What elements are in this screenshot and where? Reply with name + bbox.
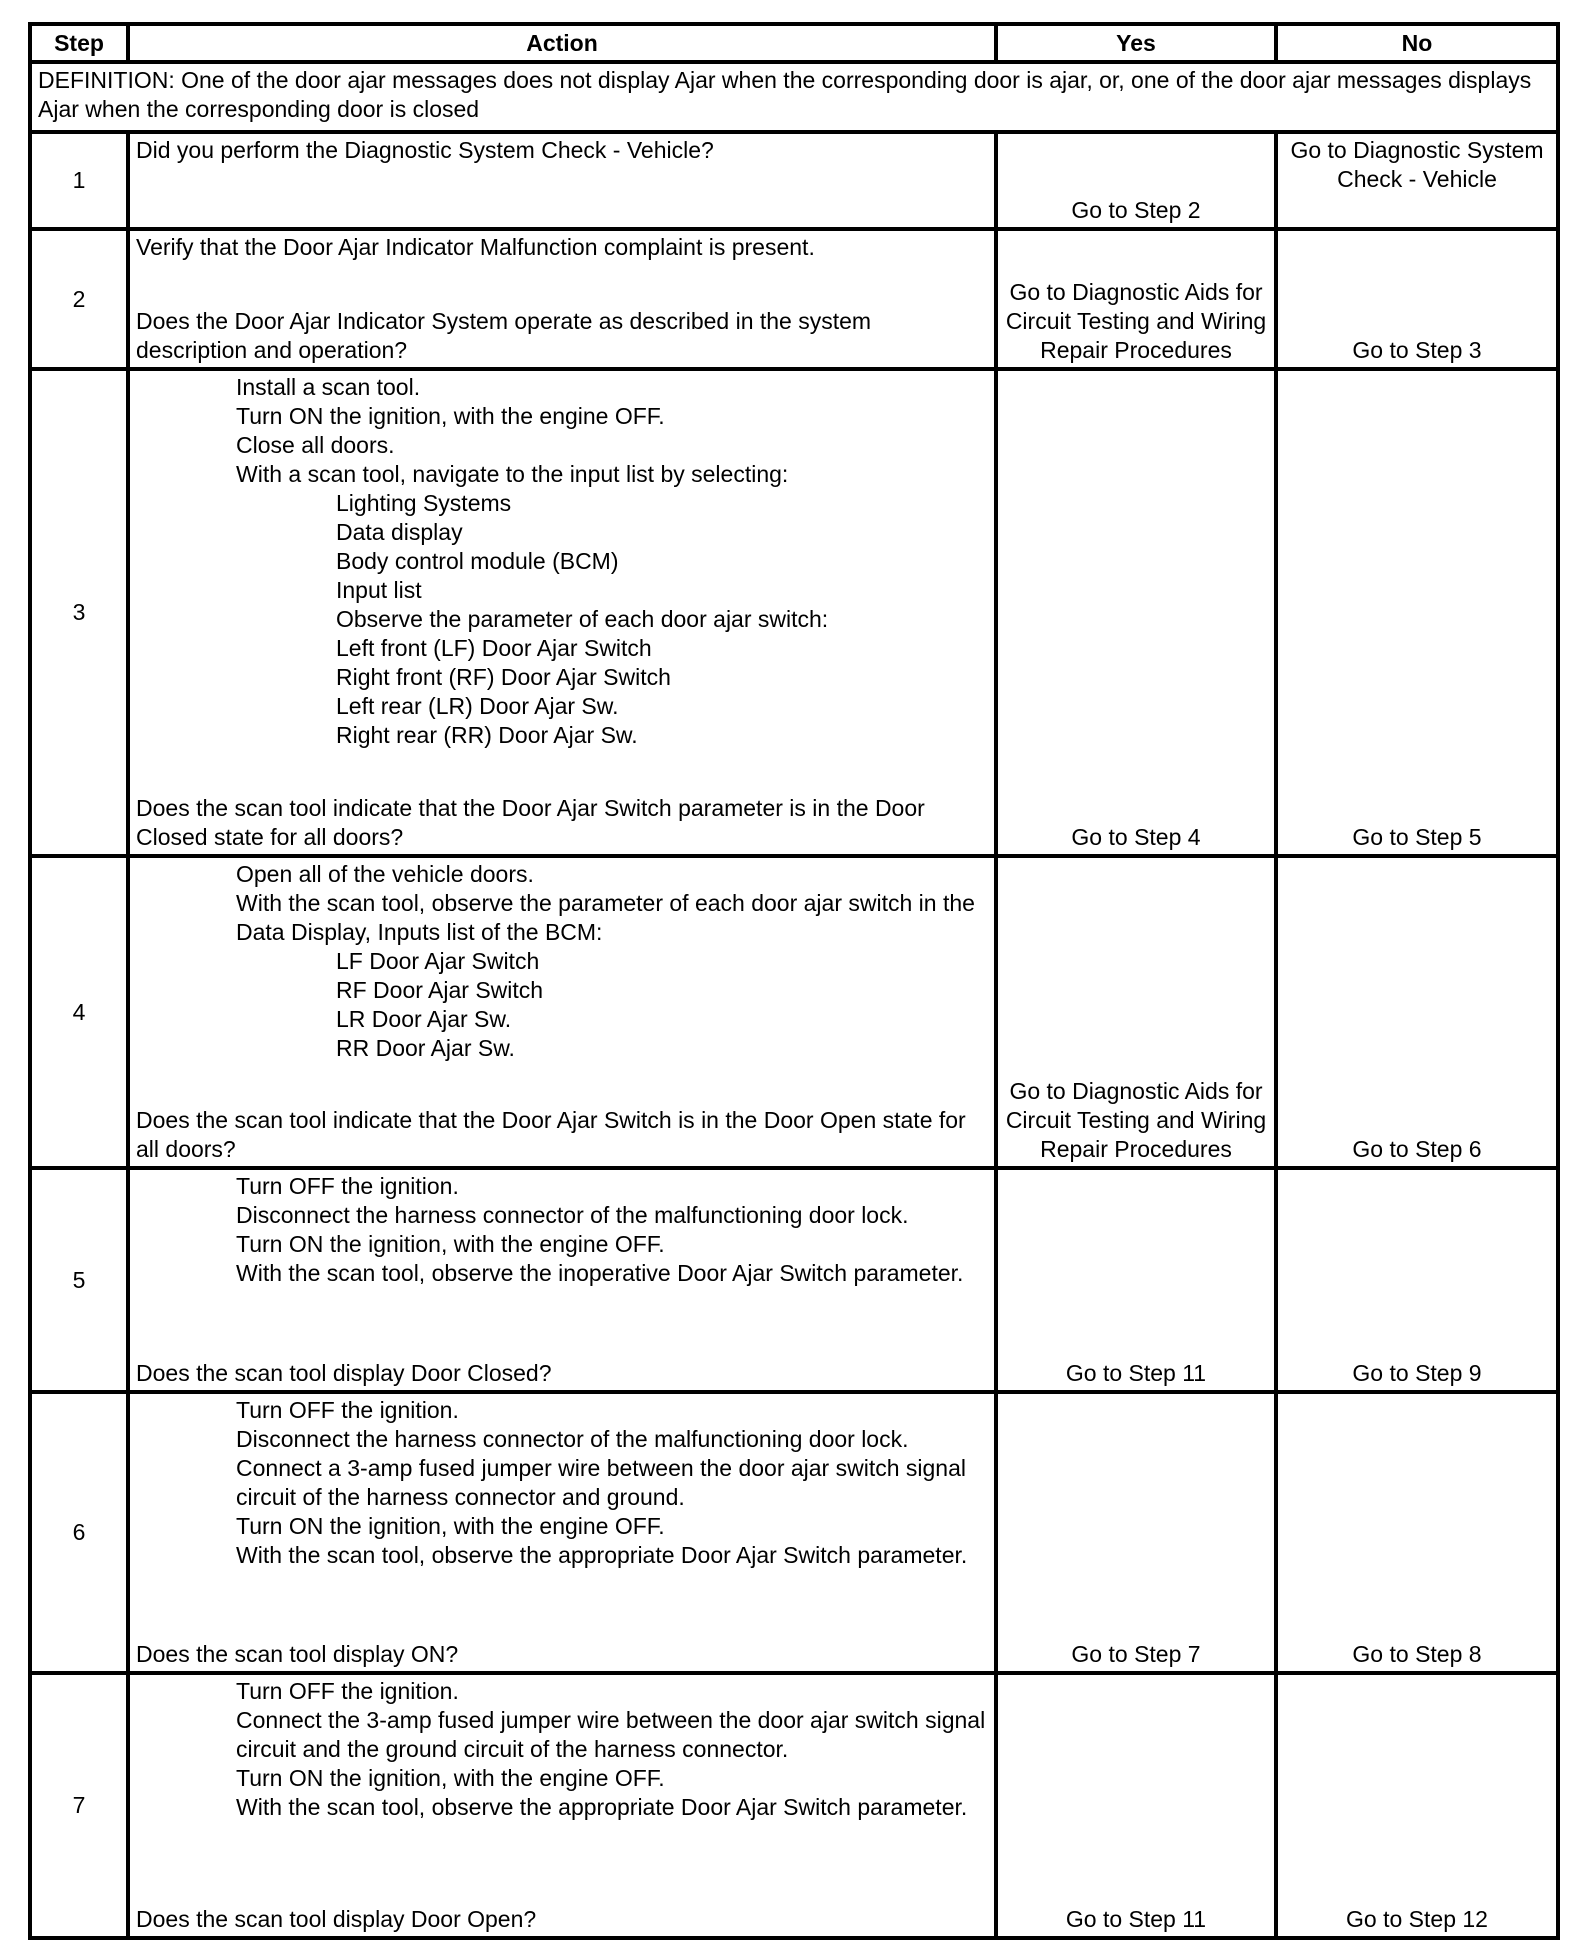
- instruction-subline: RF Door Ajar Switch: [336, 977, 544, 1003]
- yes-cell: Go to Step 7: [996, 1392, 1276, 1673]
- instruction-line: With a scan tool, navigate to the input list by selecting:: [236, 461, 789, 487]
- action-cell: [128, 1673, 996, 1938]
- yes-cell: Go to Step 4: [996, 369, 1276, 856]
- action-cell: [128, 1168, 996, 1392]
- question-text: Does the scan tool indicate that the Door Ajar Switch parameter is in the Door Closed state for all doors?: [136, 795, 925, 850]
- step-number: 7: [30, 1673, 128, 1938]
- table-row: [30, 1168, 1558, 1392]
- instruction-subline: Body control module (BCM): [336, 548, 619, 574]
- step-number: 3: [30, 369, 128, 856]
- question-text: Does the Door Ajar Indicator System operate as described in the system description and operation?: [136, 308, 872, 363]
- yes-cell: Go to Step 11: [996, 1673, 1276, 1938]
- action-cell: [128, 229, 996, 369]
- step-number: 4: [30, 856, 128, 1168]
- instruction-line: Connect a 3-amp fused jumper wire between the door ajar switch signal circuit of the harness connector and ground.: [236, 1455, 966, 1510]
- instruction-subline: LF Door Ajar Switch: [336, 948, 540, 974]
- instruction-subline: Right rear (RR) Door Ajar Sw.: [336, 722, 638, 748]
- question-text: Does the scan tool indicate that the Door Ajar Switch is in the Door Open state for all doors?: [136, 1107, 966, 1162]
- instruction-subline: Input list: [336, 577, 422, 603]
- instruction-line: Turn ON the ignition, with the engine OFF.: [236, 1765, 665, 1791]
- table-row: [30, 229, 1558, 369]
- instruction-line: With the scan tool, observe the appropriate Door Ajar Switch parameter.: [236, 1794, 968, 1820]
- action-cell: [128, 132, 996, 229]
- step-number: 6: [30, 1392, 128, 1673]
- instruction-line: Open all of the vehicle doors.: [236, 861, 534, 887]
- instruction-subline: Lighting Systems: [336, 490, 512, 516]
- action-cell: [128, 369, 996, 856]
- instruction-line: Close all doors.: [236, 432, 395, 458]
- table-row: [30, 132, 1558, 229]
- instruction-line: Verify that the Door Ajar Indicator Malfunction complaint is present.: [136, 234, 815, 260]
- instruction-line: Disconnect the harness connector of the malfunctioning door lock.: [236, 1202, 909, 1228]
- table-row: [30, 1392, 1558, 1673]
- instruction-line: Turn OFF the ignition.: [236, 1678, 459, 1704]
- instruction-line: Turn ON the ignition, with the engine OFF.: [236, 403, 665, 429]
- yes-cell: Go to Step 2: [996, 132, 1276, 229]
- definition-row: [30, 62, 1558, 132]
- question-text: Does the scan tool display ON?: [136, 1641, 459, 1667]
- instruction-line: Connect the 3-amp fused jumper wire between the door ajar switch signal circuit and the ground circuit of the harness connector.: [236, 1707, 986, 1762]
- instruction-line: With the scan tool, observe the parameter of each door ajar switch in the Data Display, Inputs list of the BCM:: [236, 890, 975, 945]
- instruction-subline: Left front (LF) Door Ajar Switch: [336, 635, 652, 661]
- table-row: [30, 856, 1558, 1168]
- instruction-subline: Right front (RF) Door Ajar Switch: [336, 664, 671, 690]
- instruction-subline: LR Door Ajar Sw.: [336, 1006, 512, 1032]
- header-step: Step: [30, 24, 128, 62]
- question-text: Does the scan tool display Door Closed?: [136, 1360, 552, 1386]
- step-number: 1: [30, 132, 128, 229]
- no-cell: Go to Step 6: [1276, 856, 1558, 1168]
- no-cell: Go to Step 5: [1276, 369, 1558, 856]
- yes-cell: Go to Diagnostic Aids for Circuit Testing and Wiring Repair Procedures: [996, 856, 1276, 1168]
- no-cell: Go to Step 9: [1276, 1168, 1558, 1392]
- table-row: [30, 1673, 1558, 1938]
- instruction-line: Disconnect the harness connector of the malfunctioning door lock.: [236, 1426, 909, 1452]
- instruction-line: With the scan tool, observe the appropriate Door Ajar Switch parameter.: [236, 1542, 968, 1568]
- header-no: No: [1276, 24, 1558, 62]
- header-action: Action: [128, 24, 996, 62]
- yes-cell: Go to Step 11: [996, 1168, 1276, 1392]
- action-cell: [128, 1392, 996, 1673]
- no-cell: Go to Step 12: [1276, 1673, 1558, 1938]
- diagnostic-table: [28, 22, 1560, 1940]
- question-text: Does the scan tool display Door Open?: [136, 1906, 537, 1932]
- no-cell: Go to Diagnostic System Check - Vehicle: [1276, 132, 1558, 229]
- question-text: Did you perform the Diagnostic System Check - Vehicle?: [136, 137, 714, 163]
- no-cell: Go to Step 3: [1276, 229, 1558, 369]
- definition-text: DEFINITION: One of the door ajar messages does not display Ajar when the corresponding door is ajar, or, one of the door ajar messages displays Ajar when the corresponding door is closed: [30, 62, 1558, 132]
- no-cell: Go to Step 8: [1276, 1392, 1558, 1673]
- instruction-line: Turn OFF the ignition.: [236, 1173, 459, 1199]
- instruction-line: Install a scan tool.: [236, 374, 421, 400]
- instruction-line: Turn OFF the ignition.: [236, 1397, 459, 1423]
- yes-cell: Go to Diagnostic Aids for Circuit Testing and Wiring Repair Procedures: [996, 229, 1276, 369]
- instruction-line: Turn ON the ignition, with the engine OFF.: [236, 1231, 665, 1257]
- step-number: 5: [30, 1168, 128, 1392]
- action-cell: [128, 856, 996, 1168]
- instruction-subline: RR Door Ajar Sw.: [336, 1035, 515, 1061]
- instruction-line: Turn ON the ignition, with the engine OFF.: [236, 1513, 665, 1539]
- header-yes: Yes: [996, 24, 1276, 62]
- step-number: 2: [30, 229, 128, 369]
- instruction-subline: Left rear (LR) Door Ajar Sw.: [336, 693, 619, 719]
- instruction-subline: Data display: [336, 519, 463, 545]
- table-row: [30, 369, 1558, 856]
- header-row: [30, 24, 1558, 62]
- instruction-line: With the scan tool, observe the inoperative Door Ajar Switch parameter.: [236, 1260, 964, 1286]
- instruction-subline: Observe the parameter of each door ajar switch:: [336, 606, 829, 632]
